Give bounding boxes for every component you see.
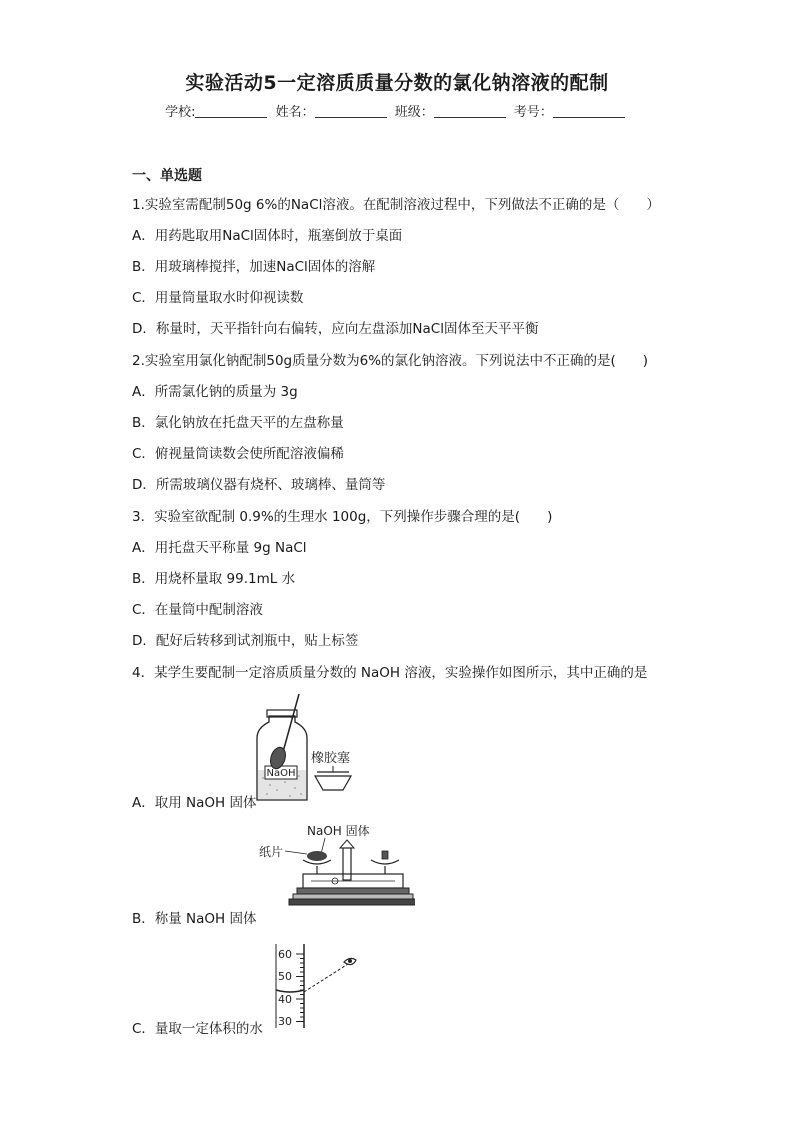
q1-option-d: D．称量时，天平指针向右偏转，应向左盘添加NaCl固体至天平平衡: [132, 321, 539, 337]
q3-option-c: C．在量筒中配制溶液: [132, 602, 263, 618]
student-info: [0, 101, 794, 120]
school-blank[interactable]: [195, 104, 267, 118]
school-label: 学校:: [165, 105, 196, 120]
q2-option-d: D．所需玻璃仪器有烧杯、玻璃棒、量筒等: [132, 477, 386, 493]
q2-option-a: A．所需氯化钠的质量为 3g: [132, 384, 298, 400]
number-label: 考号：: [513, 105, 553, 120]
page-title: 实验活动5一定溶质质量分数的氯化钠溶液的配制: [185, 72, 609, 94]
tick-label: 40: [278, 993, 292, 1006]
q1-option-b: B．用玻璃棒搅拌，加速NaCl固体的溶解: [132, 259, 376, 275]
class-blank[interactable]: [434, 104, 506, 118]
q4-option-b: B．称量 NaOH 固体: [132, 911, 257, 927]
q4-stem: 4．某学生要配制一定溶质质量分数的 NaOH 溶液，实验操作如图所示，其中正确的是: [132, 665, 648, 681]
paper-label: 纸片: [259, 845, 284, 859]
tick-label: 50: [278, 970, 292, 983]
q4-option-c: C．量取一定体积的水: [132, 1021, 263, 1037]
q1-option-c: C．用量筒量取水时仰视读数: [132, 290, 304, 306]
q3-stem: 3．实验室欲配制 0.9%的生理水 100g，下列操作步骤合理的是( ): [132, 509, 553, 525]
bottle-label: NaOH: [266, 768, 296, 779]
number-blank[interactable]: [553, 104, 625, 118]
figure-c-cylinder: [270, 942, 370, 1032]
tick-label: 60: [278, 948, 292, 961]
stopper-label: 橡胶塞: [311, 751, 351, 766]
q2-option-c: C．俯视量筒读数会使所配溶液偏稀: [132, 446, 344, 462]
q3-option-b: B．用烧杯量取 99.1mL 水: [132, 571, 296, 587]
q2-option-b: B．氯化钠放在托盘天平的左盘称量: [132, 415, 344, 431]
tick-label: 30: [278, 1015, 292, 1028]
q4-option-a: A．取用 NaOH 固体: [132, 795, 257, 811]
q3-option-d: D．配好后转移到试剂瓶中，贴上标签: [132, 633, 359, 649]
name-blank[interactable]: [315, 104, 387, 118]
figure-a-bottle: [255, 690, 365, 805]
q1-option-a: A．用药匙取用NaCl固体时，瓶塞倒放于桌面: [132, 228, 403, 244]
q2-stem: 2.实验室用氯化钠配制50g质量分数为6%的氯化钠溶液。下列说法中不正确的是( ): [132, 353, 649, 369]
q3-option-a: A．用托盘天平称量 9g NaCl: [132, 540, 307, 556]
q1-stem: 1.实验室需配制50g 6%的NaCl溶液。在配制溶液过程中，下列做法不正确的是（ ）: [132, 197, 660, 213]
class-label: 班级：: [394, 105, 434, 120]
figure-b-balance: [255, 820, 415, 915]
section-heading: 一、单选题: [132, 168, 202, 184]
name-label: 姓名：: [275, 105, 315, 120]
naoh-solid-label: NaOH 固体: [307, 824, 370, 838]
